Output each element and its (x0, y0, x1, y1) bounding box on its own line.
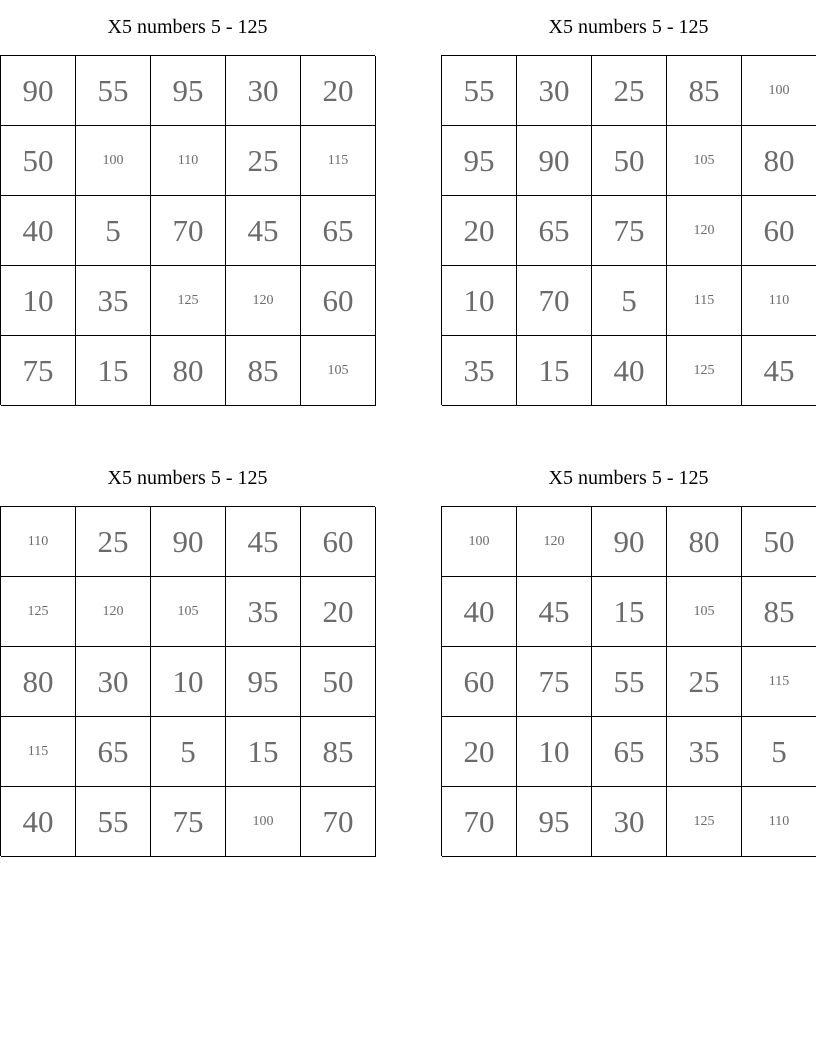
grid-cell: 85 (226, 336, 301, 406)
grid-cell: 65 (76, 717, 151, 787)
grid-cell: 55 (592, 647, 667, 717)
grid-cell: 5 (592, 266, 667, 336)
grid-cell: 90 (1, 56, 76, 126)
grid-cell: 120 (667, 196, 742, 266)
grid-cell: 25 (667, 647, 742, 717)
grid-cell: 105 (151, 577, 226, 647)
card-title: X5 numbers 5 - 125 (107, 467, 268, 489)
grid-cell: 105 (667, 126, 742, 196)
grid-cell: 95 (151, 56, 226, 126)
grid-cell: 60 (301, 507, 376, 577)
grid-cell: 35 (76, 266, 151, 336)
grid-cell: 15 (592, 577, 667, 647)
grid-cell: 100 (226, 787, 301, 857)
grid-cell: 55 (76, 56, 151, 126)
grid-cell: 60 (442, 647, 517, 717)
grid-cell: 35 (226, 577, 301, 647)
grid-cell: 5 (151, 717, 226, 787)
grid-cell: 105 (301, 336, 376, 406)
bingo-card-2 (441, 14, 816, 405)
grid-cell: 85 (667, 56, 742, 126)
grid-cell: 95 (226, 647, 301, 717)
grid-cell: 95 (517, 787, 592, 857)
number-grid (441, 506, 816, 856)
grid-cell: 50 (742, 507, 816, 577)
grid-cell: 20 (301, 56, 376, 126)
bingo-card-1 (0, 14, 375, 405)
grid-cell: 50 (592, 126, 667, 196)
grid-cell: 125 (151, 266, 226, 336)
grid-cell: 100 (442, 507, 517, 577)
grid-cell: 120 (226, 266, 301, 336)
grid-cell: 10 (442, 266, 517, 336)
grid-cell: 10 (517, 717, 592, 787)
grid-cell: 100 (742, 56, 816, 126)
grid-cell: 45 (226, 507, 301, 577)
grid-cell: 45 (517, 577, 592, 647)
grid-cell: 70 (517, 266, 592, 336)
grid-cell: 110 (151, 126, 226, 196)
grid-cell: 120 (76, 577, 151, 647)
grid-cell: 110 (1, 507, 76, 577)
grid-cell: 75 (151, 787, 226, 857)
grid-cell: 115 (742, 647, 816, 717)
grid-cell: 40 (1, 787, 76, 857)
grid-cell: 10 (151, 647, 226, 717)
grid-cell: 110 (742, 266, 816, 336)
grid-cell: 30 (592, 787, 667, 857)
grid-cell: 50 (301, 647, 376, 717)
grid-cell: 100 (76, 126, 151, 196)
grid-cell: 65 (592, 717, 667, 787)
number-grid (0, 506, 375, 856)
card-title: X5 numbers 5 - 125 (548, 16, 709, 38)
grid-cell: 70 (301, 787, 376, 857)
grid-cell: 125 (667, 787, 742, 857)
grid-cell: 120 (517, 507, 592, 577)
grid-cell: 90 (517, 126, 592, 196)
grid-cell: 20 (442, 196, 517, 266)
grid-cell: 60 (742, 196, 816, 266)
card-title: X5 numbers 5 - 125 (548, 467, 709, 489)
card-title: X5 numbers 5 - 125 (107, 16, 268, 38)
grid-cell: 55 (76, 787, 151, 857)
grid-cell: 60 (301, 266, 376, 336)
grid-cell: 45 (226, 196, 301, 266)
grid-cell: 35 (442, 336, 517, 406)
grid-cell: 75 (517, 647, 592, 717)
grid-cell: 105 (667, 577, 742, 647)
grid-cell: 90 (151, 507, 226, 577)
grid-cell: 115 (667, 266, 742, 336)
grid-cell: 85 (742, 577, 816, 647)
bingo-card-3 (0, 465, 375, 856)
grid-cell: 15 (76, 336, 151, 406)
grid-cell: 40 (1, 196, 76, 266)
grid-cell: 80 (1, 647, 76, 717)
grid-cell: 5 (742, 717, 816, 787)
grid-cell: 95 (442, 126, 517, 196)
grid-cell: 70 (151, 196, 226, 266)
grid-cell: 125 (1, 577, 76, 647)
grid-cell: 25 (76, 507, 151, 577)
grid-cell: 75 (592, 196, 667, 266)
grid-cell: 45 (742, 336, 816, 406)
grid-cell: 40 (442, 577, 517, 647)
grid-cell: 125 (667, 336, 742, 406)
grid-cell: 75 (1, 336, 76, 406)
grid-cell: 5 (76, 196, 151, 266)
grid-cell: 80 (742, 126, 816, 196)
grid-cell: 20 (301, 577, 376, 647)
grid-cell: 35 (667, 717, 742, 787)
grid-cell: 15 (226, 717, 301, 787)
grid-cell: 65 (517, 196, 592, 266)
grid-cell: 10 (1, 266, 76, 336)
grid-cell: 90 (592, 507, 667, 577)
grid-cell: 30 (517, 56, 592, 126)
grid-cell: 115 (301, 126, 376, 196)
number-grid (441, 55, 816, 405)
grid-cell: 55 (442, 56, 517, 126)
grid-cell: 25 (226, 126, 301, 196)
grid-cell: 110 (742, 787, 816, 857)
grid-cell: 30 (76, 647, 151, 717)
grid-cell: 40 (592, 336, 667, 406)
grid-cell: 50 (1, 126, 76, 196)
grid-cell: 80 (151, 336, 226, 406)
grid-cell: 85 (301, 717, 376, 787)
grid-cell: 65 (301, 196, 376, 266)
grid-cell: 15 (517, 336, 592, 406)
grid-cell: 70 (442, 787, 517, 857)
bingo-card-4 (441, 465, 816, 856)
number-grid (0, 55, 375, 405)
grid-cell: 80 (667, 507, 742, 577)
grid-cell: 30 (226, 56, 301, 126)
grid-cell: 115 (1, 717, 76, 787)
grid-cell: 25 (592, 56, 667, 126)
grid-cell: 20 (442, 717, 517, 787)
